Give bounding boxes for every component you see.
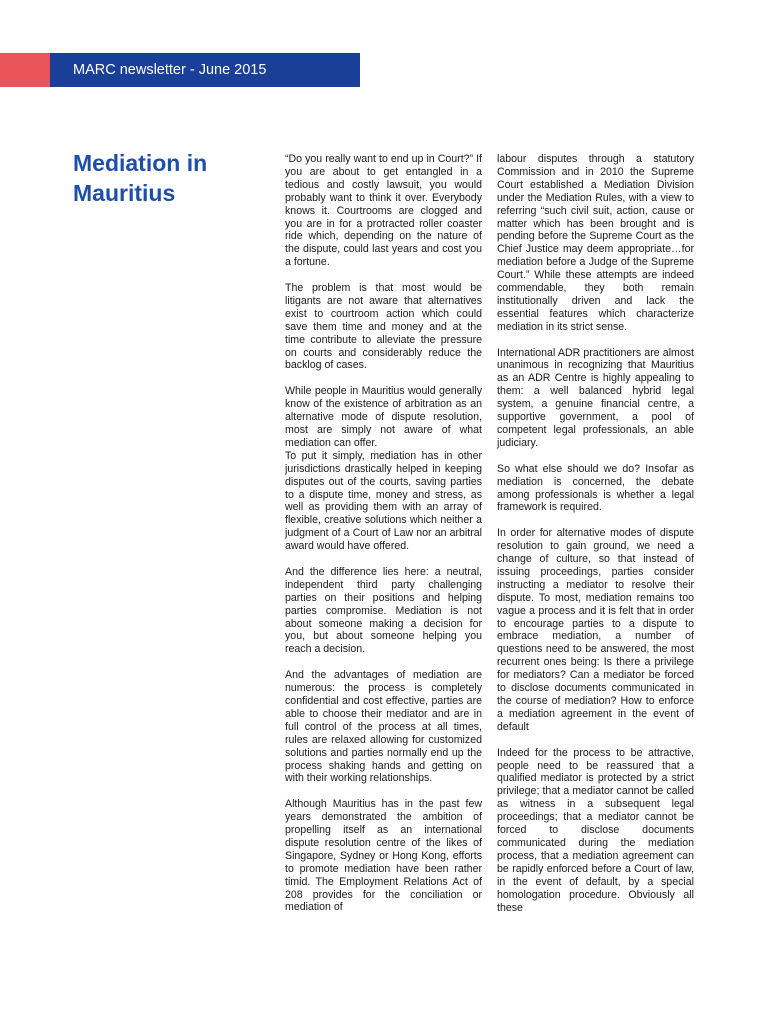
newsletter-header [50, 53, 360, 87]
paragraph: While people in Mauritius would generally know of the existence of arbitration as an alternative mode of dispute resolution, most are simply not aware of what mediation can offer. [285, 385, 482, 449]
paragraph: To put it simply, mediation has in other jurisdictions drastically helped in keeping disputes out of the courts, saving parties to a dispute time, money and stress, as well as providing them with an array of flexible, creative solutions which neither a judgment of a Court of Law nor an arbitral award would have offered. [285, 449, 482, 553]
paragraph: And the advantages of mediation are numerous: the process is completely confidential and cost effective, parties are able to choose their mediator and are in full control of the process at all times, rules are relaxed allowing for customized solutions and parties normally end up the process shaking hands and getting on with their working relationships. [285, 669, 482, 785]
article-column-2 [497, 153, 694, 927]
paragraph: Although Mauritius has in the past few years demonstrated the ambition of propelling itself as an international dispute resolution centre of the likes of Singapore, Sydney or Hong Kong, efforts to promote mediation have been rather timid. The Employment Relations Act of 208 provides for the conciliation or mediation of [285, 798, 482, 914]
article-title: Mediation in Mauritius [73, 150, 208, 206]
newsletter-title: MARC newsletter - June 2015 [73, 62, 267, 78]
paragraph: “Do you really want to end up in Court?” If you are about to get entangled in a tedious and costly lawsuit, you would probably want to think it over. Everybody knows it. Courtrooms are clogged and you are in for a protracted roller coaster ride which, depending on the nature of the dispute, could last years and cost you a fortune. [285, 153, 482, 269]
paragraph: And the difference lies here: a neutral, independent third party challenging parties on their positions and helping parties compromise. Mediation is not about someone making a decision for you, but about someone helping you reach a decision. [285, 565, 482, 656]
paragraph: International ADR practitioners are almost unanimous in recognizing that Mauritius as an ADR Centre is highly appealing to them: a well balanced hybrid legal system, a genuine financial centre, a supportive government, a pool of competent legal professionals, an able judiciary. [497, 346, 694, 449]
paragraph: labour disputes through a statutory Commission and in 2010 the Supreme Court established a Mediation Division under the Mediation Rules, with a view to referring “such civil suit, action, cause or matter which has been brought and is pending before the Supreme Court as the Chief Justice may deem appropriate…for mediation before a Judge of the Supreme Court.” While these attempts are indeed commendable, they both remain institutionally driven and lack the essential features which characterize mediation in its strict sense. [497, 153, 694, 333]
paragraph: The problem is that most would be litigants are not aware that alternatives exist to courtroom action which could save them time and money and at the time contribute to alleviate the pressure on courts and considerably reduce the backlog of cases. [285, 282, 482, 372]
header-accent-block [0, 53, 50, 87]
paragraph: In order for alternative modes of dispute resolution to gain ground, we need a change of culture, so that instead of issuing proceedings, parties consider instructing a mediator to resolve their dispute. To most, mediation remains too vague a process and it is felt that in order to encourage parties to a dispute to embrace mediation, a number of questions need to be answered, the most recurrent ones being: Is there a privilege for mediators? Can a mediator be forced to disclose documents communicated in the course of mediation? How to enforce a mediation agreement in the event of default [497, 527, 694, 733]
paragraph: So what else should we do? Insofar as mediation is concerned, the debate among professionals is whether a legal framework is required. [497, 462, 694, 514]
paragraph: Indeed for the process to be attractive, people need to be reassured that a qualified mediator is protected by a strict privilege; that a mediator cannot be called as witness in a subsequent legal proceedings; that a mediator cannot be forced to disclose documents communicated during the mediation process, that a mediation agreement can be rapidly enforced before a Court of law, in the event of default, by a special homologation procedure. Obviously all these [497, 746, 694, 914]
article-column-1 [285, 153, 482, 927]
